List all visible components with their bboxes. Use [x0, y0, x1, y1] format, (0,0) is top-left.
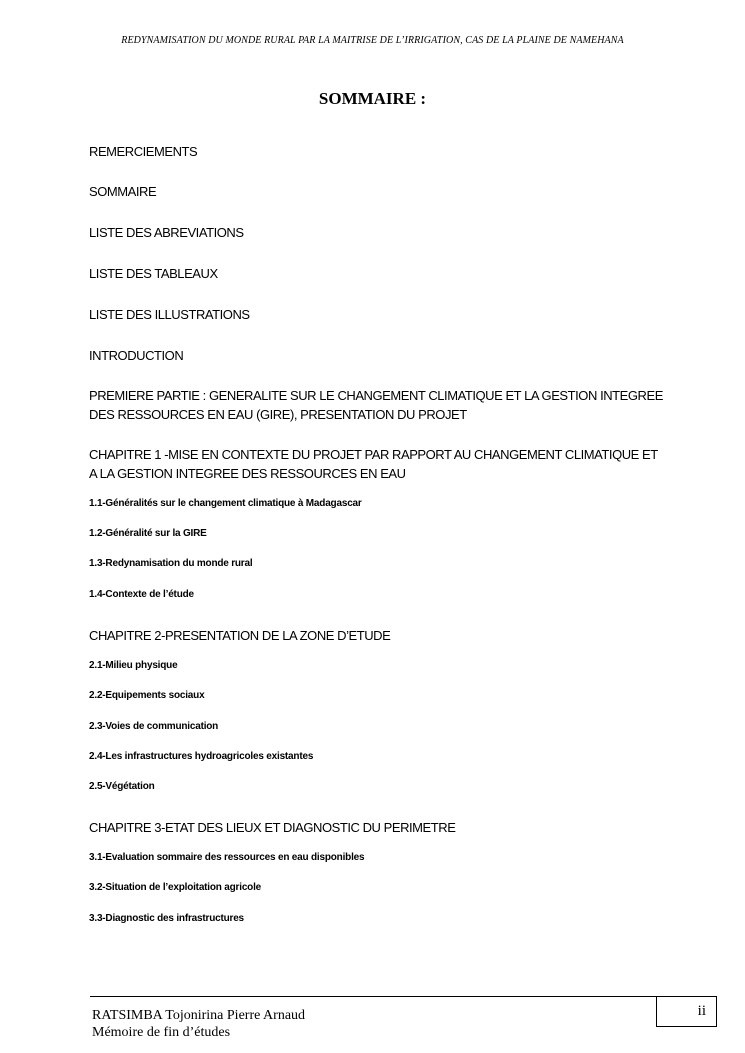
footer-document-type: Mémoire de fin d’études — [92, 1025, 231, 1040]
footer-divider — [90, 996, 656, 997]
toc-entry-line: DES RESSOURCES EN EAU (GIRE), PRESENTATION DU PROJET — [89, 407, 467, 422]
toc-entry-1-1[interactable]: 1.1-Généralités sur le changement climatique à Madagascar — [89, 498, 362, 509]
toc-entry-line: CHAPITRE 1 -MISE EN CONTEXTE DU PROJET PAR RAPPORT AU CHANGEMENT CLIMATIQUE ET — [89, 447, 658, 462]
footer-author: RATSIMBA Tojonirina Pierre Arnaud — [92, 1008, 306, 1023]
toc-entry-illustrations[interactable]: LISTE DES ILLUSTRATIONS — [89, 307, 250, 322]
toc-entry-remerciements[interactable]: REMERCIEMENTS — [89, 144, 198, 159]
toc-entry-sommaire[interactable]: SOMMAIRE — [89, 184, 157, 199]
toc-entry-2-4[interactable]: 2.4-Les infrastructures hydroagricoles existantes — [89, 751, 314, 762]
toc-entry-1-4[interactable]: 1.4-Contexte de l’étude — [89, 589, 194, 600]
toc-entry-premiere-partie[interactable] — [89, 386, 664, 424]
toc-entry-1-2[interactable]: 1.2-Généralité sur la GIRE — [89, 528, 207, 539]
page-number: ii — [697, 1003, 706, 1019]
toc-entry-2-5[interactable]: 2.5-Végétation — [89, 781, 155, 792]
toc-entry-3-2[interactable]: 3.2-Situation de l’exploitation agricole — [89, 882, 262, 893]
toc-entry-chapitre-2[interactable]: CHAPITRE 2-PRESENTATION DE LA ZONE D’ETUDE — [89, 628, 391, 643]
page-title: SOMMAIRE : — [318, 89, 427, 108]
toc-entry-2-2[interactable]: 2.2-Equipements sociaux — [89, 690, 205, 701]
toc-entry-3-3[interactable]: 3.3-Diagnostic des infrastructures — [89, 913, 244, 924]
toc-entry-chapitre-1[interactable] — [89, 445, 664, 483]
toc-entry-line: A LA GESTION INTEGREE DES RESSOURCES EN EAU — [89, 466, 406, 481]
toc-entry-1-3[interactable]: 1.3-Redynamisation du monde rural — [89, 558, 253, 569]
toc-entry-abreviations[interactable]: LISTE DES ABREVIATIONS — [89, 225, 244, 240]
toc-entry-3-1[interactable]: 3.1-Evaluation sommaire des ressources en eau disponibles — [89, 852, 365, 863]
page-number-box — [656, 996, 717, 1027]
toc-entry-2-1[interactable]: 2.1-Milieu physique — [89, 660, 178, 671]
running-header: REDYNAMISATION DU MONDE RURAL PAR LA MAITRISE DE L’IRRIGATION, CAS DE LA PLAINE DE NAMEHANA — [121, 35, 624, 46]
toc-entry-2-3[interactable]: 2.3-Voies de communication — [89, 721, 219, 732]
toc-entry-introduction[interactable]: INTRODUCTION — [89, 348, 184, 363]
toc-entry-chapitre-3[interactable]: CHAPITRE 3-ETAT DES LIEUX ET DIAGNOSTIC DU PERIMETRE — [89, 820, 456, 835]
toc-entry-tableaux[interactable]: LISTE DES TABLEAUX — [89, 266, 218, 281]
toc-entry-line: PREMIERE PARTIE : GENERALITE SUR LE CHANGEMENT CLIMATIQUE ET LA GESTION INTEGREE — [89, 388, 663, 403]
